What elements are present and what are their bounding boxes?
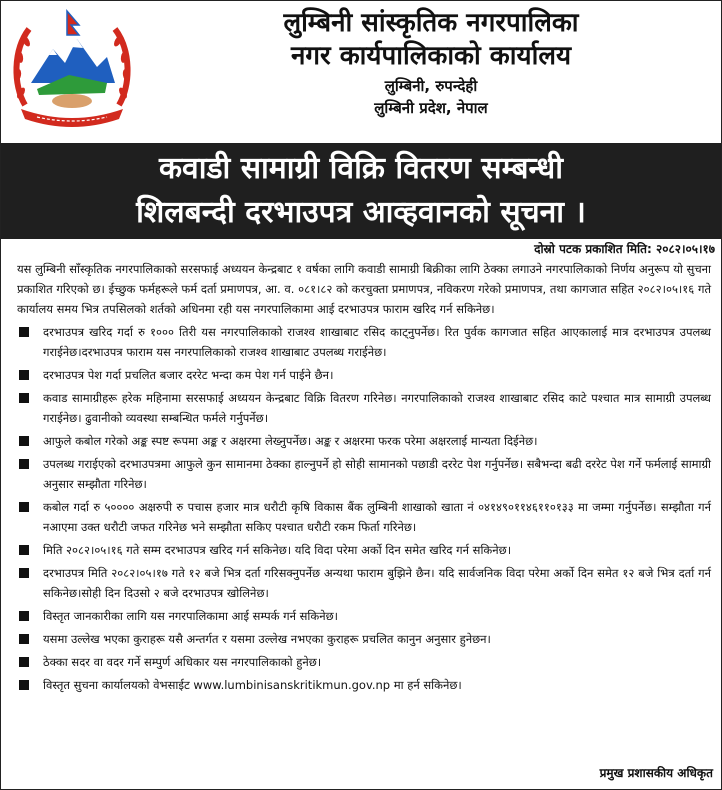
square-bullet-icon	[19, 436, 29, 446]
conditions-list	[17, 322, 711, 695]
notice-banner	[1, 143, 721, 239]
list-item	[17, 652, 711, 672]
square-bullet-icon	[19, 568, 29, 578]
notice-body	[17, 259, 711, 695]
square-bullet-icon	[19, 459, 29, 469]
list-item	[17, 540, 711, 560]
banner-line-2: शिलबन्दी दरभाउपत्र आव्हवानको सूचना ।	[136, 195, 586, 230]
list-item	[17, 322, 711, 362]
square-bullet-icon	[19, 680, 29, 690]
list-item-text: कवाड सामाग्रीहरू हरेक महिनामा सरसफाई अध्ययन केन्द्रबाट विक्रि वितरण गरिनेछ। नगरपालिकाको राजश्व शाखाबाट रसिद काटे पश्चात मात्र सामाग्री उपलब्ध गराईनेछ। ढुवानीको व्यवस्था सम्बन्धित फर्मले गर्नुपर्नेछ।	[43, 391, 711, 425]
location-province: लुम्बिनी प्रदेश, नेपाल	[374, 99, 488, 117]
signature-title: प्रमुख प्रशासकीय अधिकृत	[599, 766, 713, 780]
list-item-text: दरभाउपत्र खरिद गर्दा रु १००० तिरी यस नगरपालिकाको राजश्व शाखाबाट रसिद काट्नुपर्नेछ। रित पुर्वक कागजात सहित आएकालाई मात्र दरभाउपत्र उपलब्ध गराईनेछ।दरभाउपत्र फाराम यस नगरपालिकाको राजश्व शाखाबाट उपलब्ध गराईनेछ।	[43, 325, 711, 359]
list-item-text: यसमा उल्लेख भएका कुराहरू यसै अन्तर्गत र यसमा उल्लेख नभएका कुराहरू प्रचलित कानुन अनुसार हुनेछन।	[43, 632, 491, 646]
square-bullet-icon	[19, 393, 29, 403]
published-date: दोस्रो पटक प्रकाशित मिति: २०८२।०५।१७	[534, 242, 715, 256]
list-item-text: दरभाउपत्र पेश गर्दा प्रचलित बजार दररेट भन्दा कम पेश गर्न पाईने छैन।	[43, 368, 334, 382]
list-item	[17, 675, 711, 695]
square-bullet-icon	[19, 545, 29, 555]
intro-paragraph: यस लुम्बिनी साँस्कृतिक नगरपालिकाको सरसफाई अध्ययन केन्द्रबाट १ वर्षका लागि कवाडी सामाग्री बिक्रीका लागि ठेक्का लगाउने नगरपालिकाको निर्णय अनुरूप यो सुचना प्रकाशित गरिएको छ। ईच्छुक फर्महरूले फर्म दर्ता प्रमाणपत्र, आ. व. ०८१।८२ को करचुक्ता प्रमाणपत्र, नविकरण गरेको प्रमाणपत्र, तथा कागजात सहित २०८२।०५।१६ गते कार्यालय समय भित्र तपसिलको शर्तको अधिनमा रही यस नगरपालिकामा आई दरभाउपत्र फाराम खरिद गर्न सकिनेछ।	[17, 262, 711, 316]
list-item	[17, 388, 711, 428]
list-item	[17, 497, 711, 537]
office-title: नगर कार्यपालिकाको कार्यालय	[290, 41, 572, 71]
list-item-text: कबोल गर्दा रु ५०००० अक्षरुपी रु पचास हजार मात्र धरौटी कृषि विकास बैंक लुम्बिनी शाखाको खाता नं ०४१४९०११४६११०१३३ मा जम्मा गर्नुपर्नेछ। सम्झौता गर्न नआएमा उक्त धरौटी जफत गरिनेछ भने सम्झौता सकिए पश्चात धरौटी रकम फिर्ता गरिनेछ।	[43, 500, 711, 534]
location-district: लुम्बिनी, रुपन्देही	[384, 77, 478, 95]
list-item	[17, 629, 711, 649]
square-bullet-icon	[19, 611, 29, 621]
square-bullet-icon	[19, 370, 29, 380]
list-item-text: मिति २०८२।०५।१६ गते सम्म दरभाउपत्र खरिद गर्न सकिनेछ। यदि विदा परेमा अर्को दिन समेत खरिद गर्न सकिनेछ।	[43, 543, 512, 557]
square-bullet-icon	[19, 327, 29, 337]
list-item	[17, 431, 711, 451]
banner-line-1: कवाडी सामाग्री विक्रि वितरण सम्बन्धी	[159, 151, 563, 186]
list-item	[17, 365, 711, 385]
list-item-text: आफुले कबोल गरेको अङ्क स्पष्ट रूपमा अङ्क र अक्षरमा लेख्नुपर्नेछ। अङ्क र अक्षरमा फरक परेमा अक्षरलाई मान्यता दिईनेछ।	[43, 434, 538, 448]
list-item	[17, 563, 711, 603]
header-titles	[141, 7, 721, 119]
list-item-text: उपलब्ध गराईएको दरभाउपत्रमा आफुले कुन सामानमा ठेक्का हाल्नुपर्ने हो सोही सामानको पछाडी दररेट पेश गर्नुपर्नेछ। सबैभन्दा बढी दररेट पेश गर्ने फर्मलाई सामाग्री अनुसार सम्झौता गरिनेछ।	[43, 457, 711, 491]
government-emblem-icon	[7, 5, 137, 131]
header	[1, 1, 721, 143]
square-bullet-icon	[19, 657, 29, 667]
list-item-text: विस्तृत जानकारीका लागि यस नगरपालिकामा आई सम्पर्क गर्न सकिनेछ।	[43, 609, 339, 623]
list-item	[17, 606, 711, 626]
square-bullet-icon	[19, 634, 29, 644]
square-bullet-icon	[19, 502, 29, 512]
list-item-text: ठेक्का सदर वा वदर गर्ने सम्पुर्ण अधिकार यस नगरपालिकाको हुनेछ।	[43, 655, 322, 669]
list-item-text: दरभाउपत्र मिति २०८२।०५।१७ गते १२ बजे भित्र दर्ता गरिसक्नुपर्नेछ अन्यथा फाराम बुझिने छैन। यदि सार्वजनिक विदा परेमा अर्को दिन समेत १२ बजे भित्र दर्ता गर्न सकिनेछ।सोही दिन दिउसो २ बजे दरभाउपत्र खोलिनेछ।	[43, 566, 711, 600]
municipality-title: लुम्बिनी सांस्कृतिक नगरपालिका	[283, 8, 579, 38]
list-item-text: विस्तृत सुचना कार्यालयको वेभसाईट www.lumbinisanskritikmun.gov.np मा हर्न सकिनेछ।	[43, 678, 462, 692]
list-item	[17, 454, 711, 494]
